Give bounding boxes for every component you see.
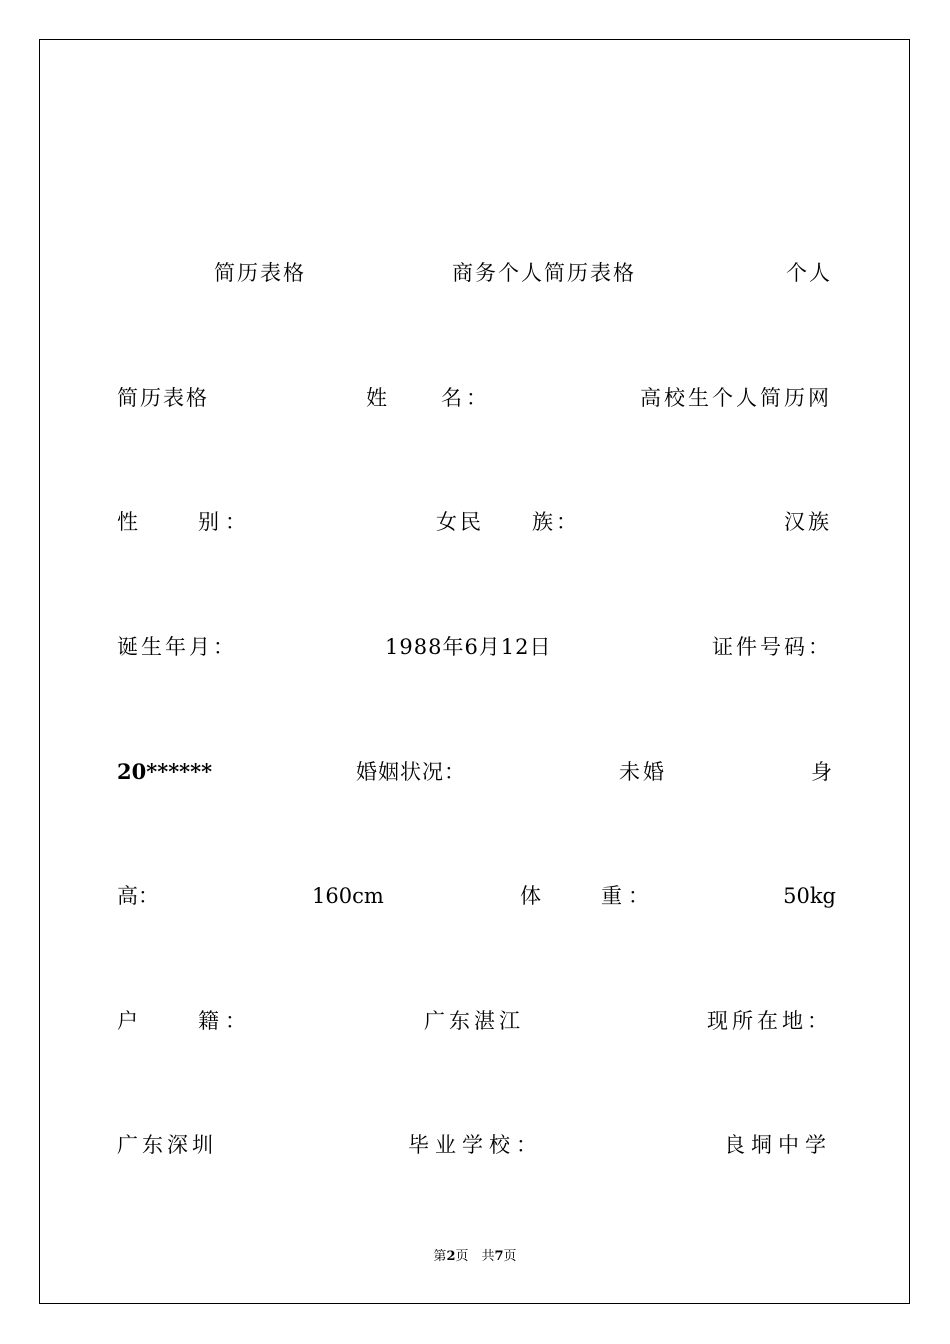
text-segment: 广东湛江: [424, 1009, 524, 1033]
text-segment: 良垌中学: [724, 1133, 832, 1157]
page-number-current: 2: [446, 1249, 456, 1264]
text-segment: 身: [811, 760, 832, 784]
text-segment: 汉族: [784, 510, 832, 534]
page-border: [39, 39, 910, 1304]
text-line: [0, 757, 950, 787]
text-segment: 性 别：: [117, 510, 252, 534]
text-segment: 高：: [117, 884, 159, 908]
text-line: [0, 1006, 950, 1036]
text-segment: 诞生年月：: [117, 635, 237, 659]
page-number-prefix: 第: [433, 1249, 447, 1264]
page-number: [0, 1247, 950, 1267]
text-segment: 姓 名：: [366, 386, 491, 410]
text-segment: 未婚: [619, 760, 667, 784]
text-line: [0, 383, 950, 413]
text-segment: 女民 族：: [436, 510, 580, 534]
text-segment: 个人: [786, 261, 832, 285]
text-segment: 简历表格: [214, 261, 306, 285]
text-segment: 160cm: [312, 884, 384, 908]
text-line: [0, 507, 950, 537]
text-segment: 商务个人简历表格: [452, 261, 636, 285]
text-segment: 证件号码：: [712, 635, 832, 659]
text-line: [0, 632, 950, 662]
text-segment: 户 籍：: [117, 1009, 252, 1033]
text-line: [0, 1130, 950, 1160]
text-segment: 现所在地：: [707, 1009, 832, 1033]
text-line: [0, 881, 950, 911]
text-segment: 简历表格: [117, 386, 209, 410]
page-number-total: 7: [494, 1249, 504, 1264]
text-segment: 婚姻状况：: [356, 760, 466, 784]
text-segment: 毕业学校：: [408, 1133, 543, 1157]
text-segment: 20******: [117, 759, 213, 784]
text-segment: 体 重：: [520, 884, 655, 908]
text-segment: 50kg: [783, 884, 836, 908]
page-number-mid: 页 共: [455, 1249, 495, 1264]
text-segment: 广东深圳: [117, 1133, 217, 1157]
text-line: [0, 258, 950, 288]
text-segment: 高校生个人简历网: [640, 386, 832, 410]
text-segment: 1988年6月12日: [385, 635, 552, 659]
page-number-suffix: 页: [503, 1249, 517, 1264]
